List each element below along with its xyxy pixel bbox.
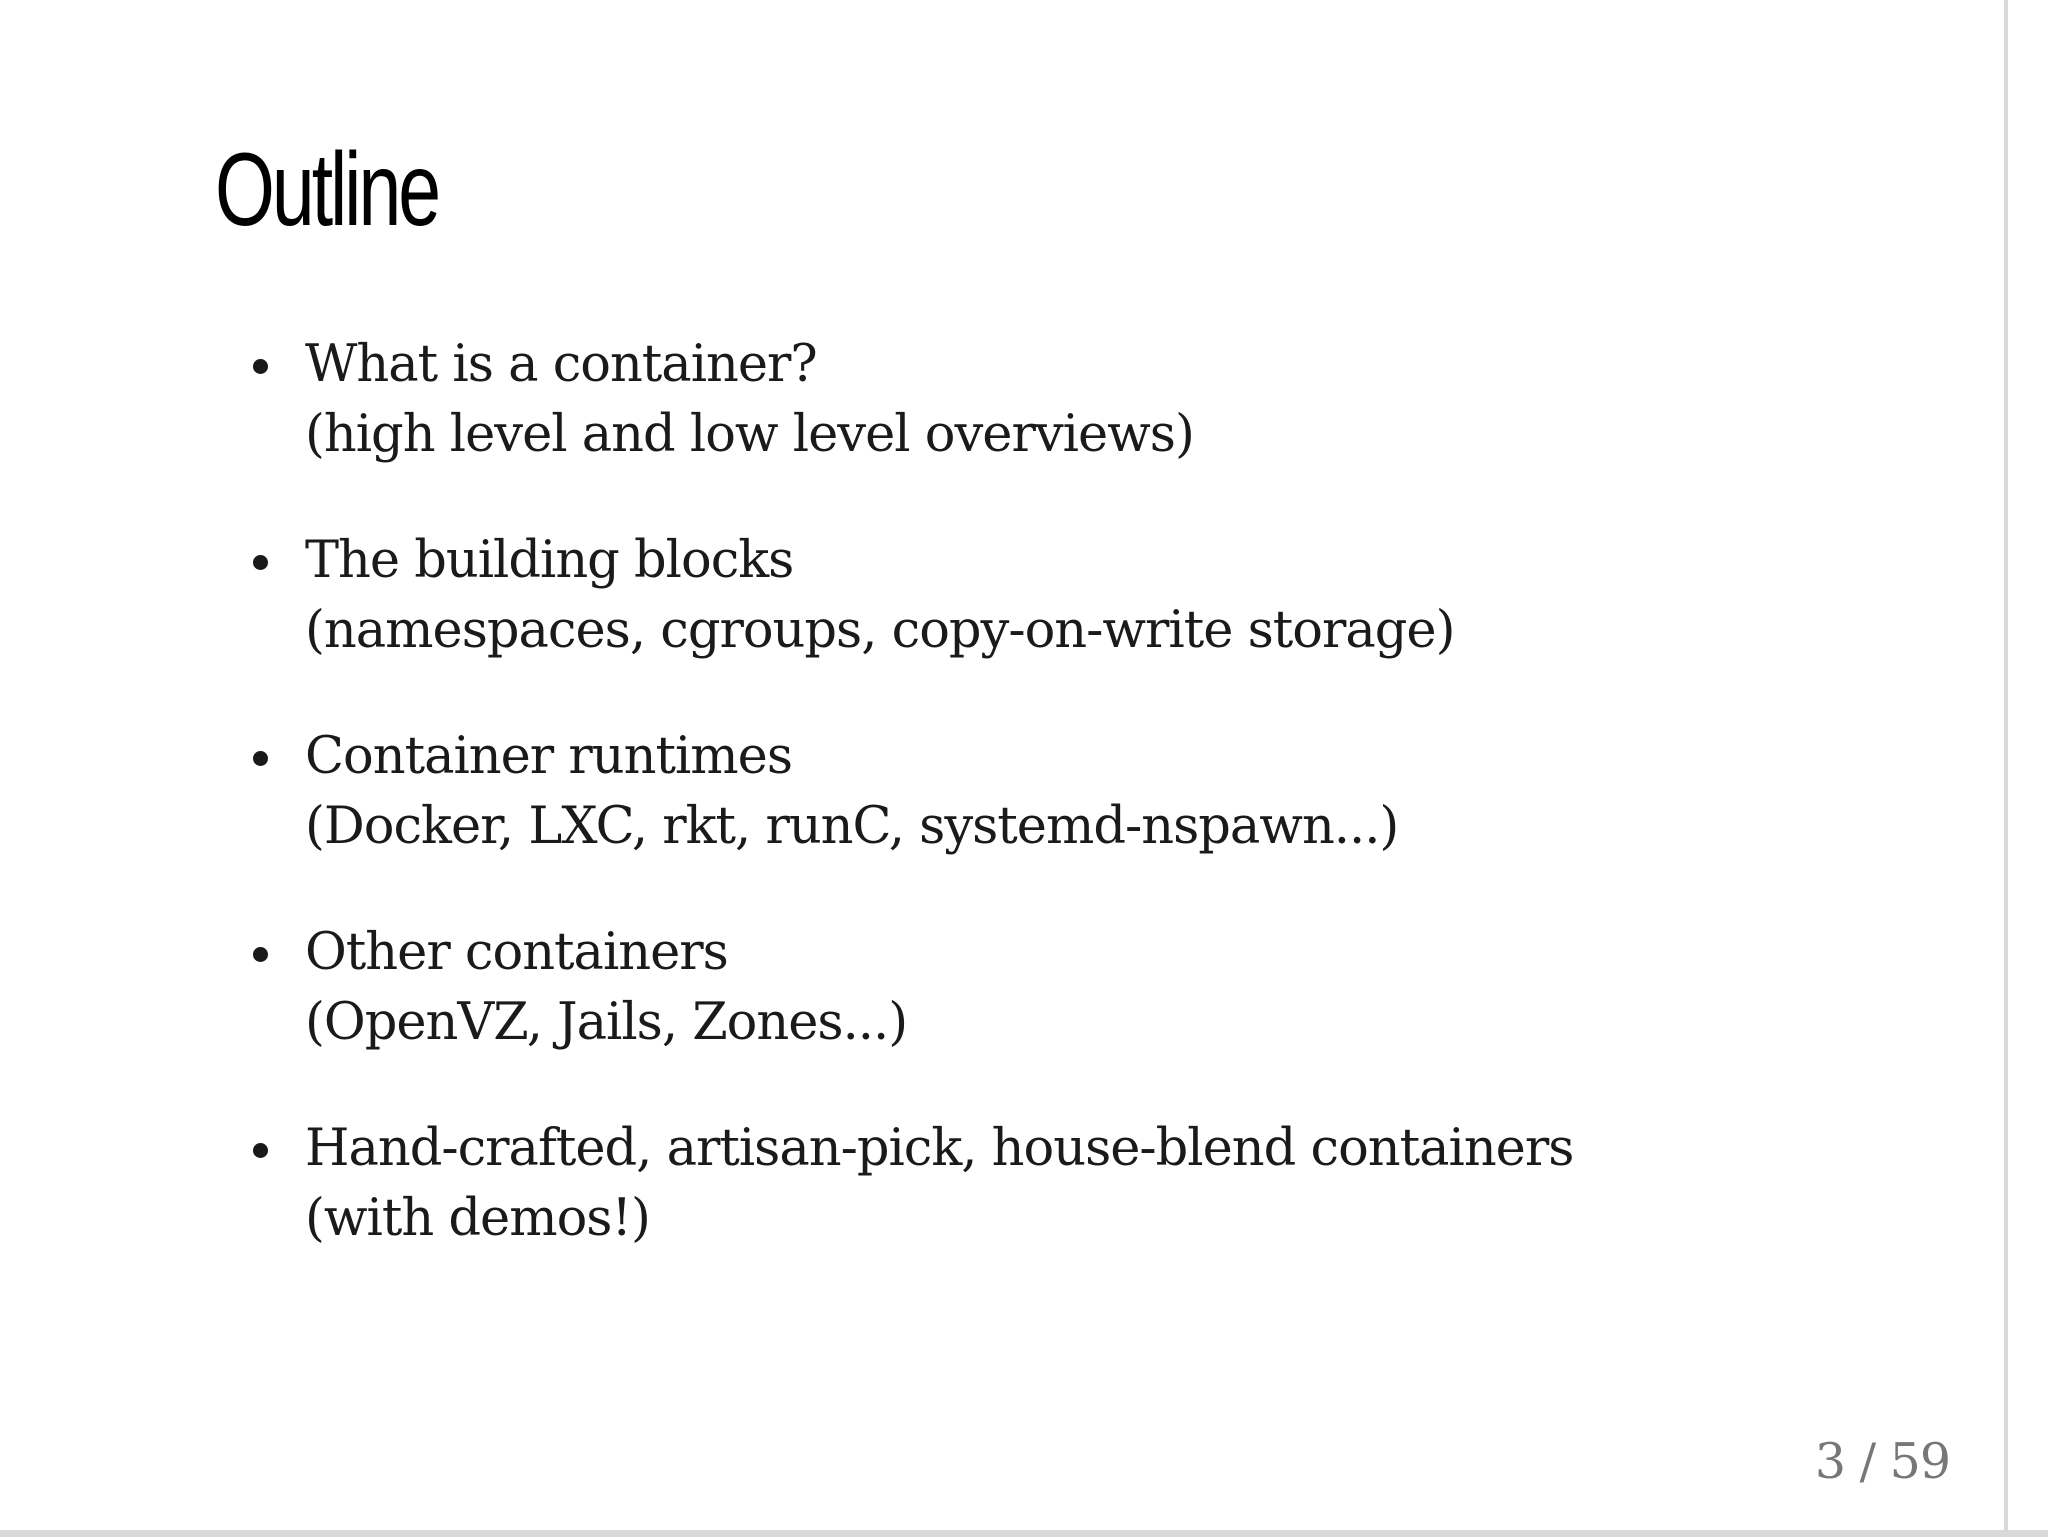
list-item-title: What is a container? (305, 335, 817, 394)
slide-bottom-edge (0, 1530, 2048, 1537)
list-item (250, 330, 1573, 470)
bullet-icon (253, 947, 268, 962)
bullet-icon (253, 555, 268, 570)
list-item (250, 722, 1573, 862)
list-item (250, 918, 1573, 1058)
list-item-subtitle: (namespaces, cgroups, copy-on-write storage) (305, 601, 1455, 660)
list-item-title: Hand-crafted, artisan-pick, house-blend containers (305, 1119, 1574, 1178)
list-item (250, 526, 1573, 666)
list-item-title: The building blocks (305, 531, 794, 590)
list-item-title: Container runtimes (305, 727, 792, 786)
outline-list (250, 330, 1573, 1310)
bullet-icon (253, 1143, 268, 1158)
slide-title: Outline (215, 132, 439, 248)
list-item-title: Other containers (305, 923, 728, 982)
bullet-icon (253, 359, 268, 374)
list-item-subtitle: (OpenVZ, Jails, Zones...) (305, 993, 908, 1052)
slide-right-edge (2004, 0, 2008, 1537)
page-number: 3 / 59 (1814, 1433, 1950, 1490)
bullet-icon (253, 751, 268, 766)
list-item-subtitle: (Docker, LXC, rkt, runC, systemd-nspawn...) (305, 797, 1399, 856)
list-item (250, 1114, 1573, 1254)
list-item-subtitle: (with demos!) (305, 1189, 650, 1248)
list-item-subtitle: (high level and low level overviews) (305, 405, 1194, 464)
